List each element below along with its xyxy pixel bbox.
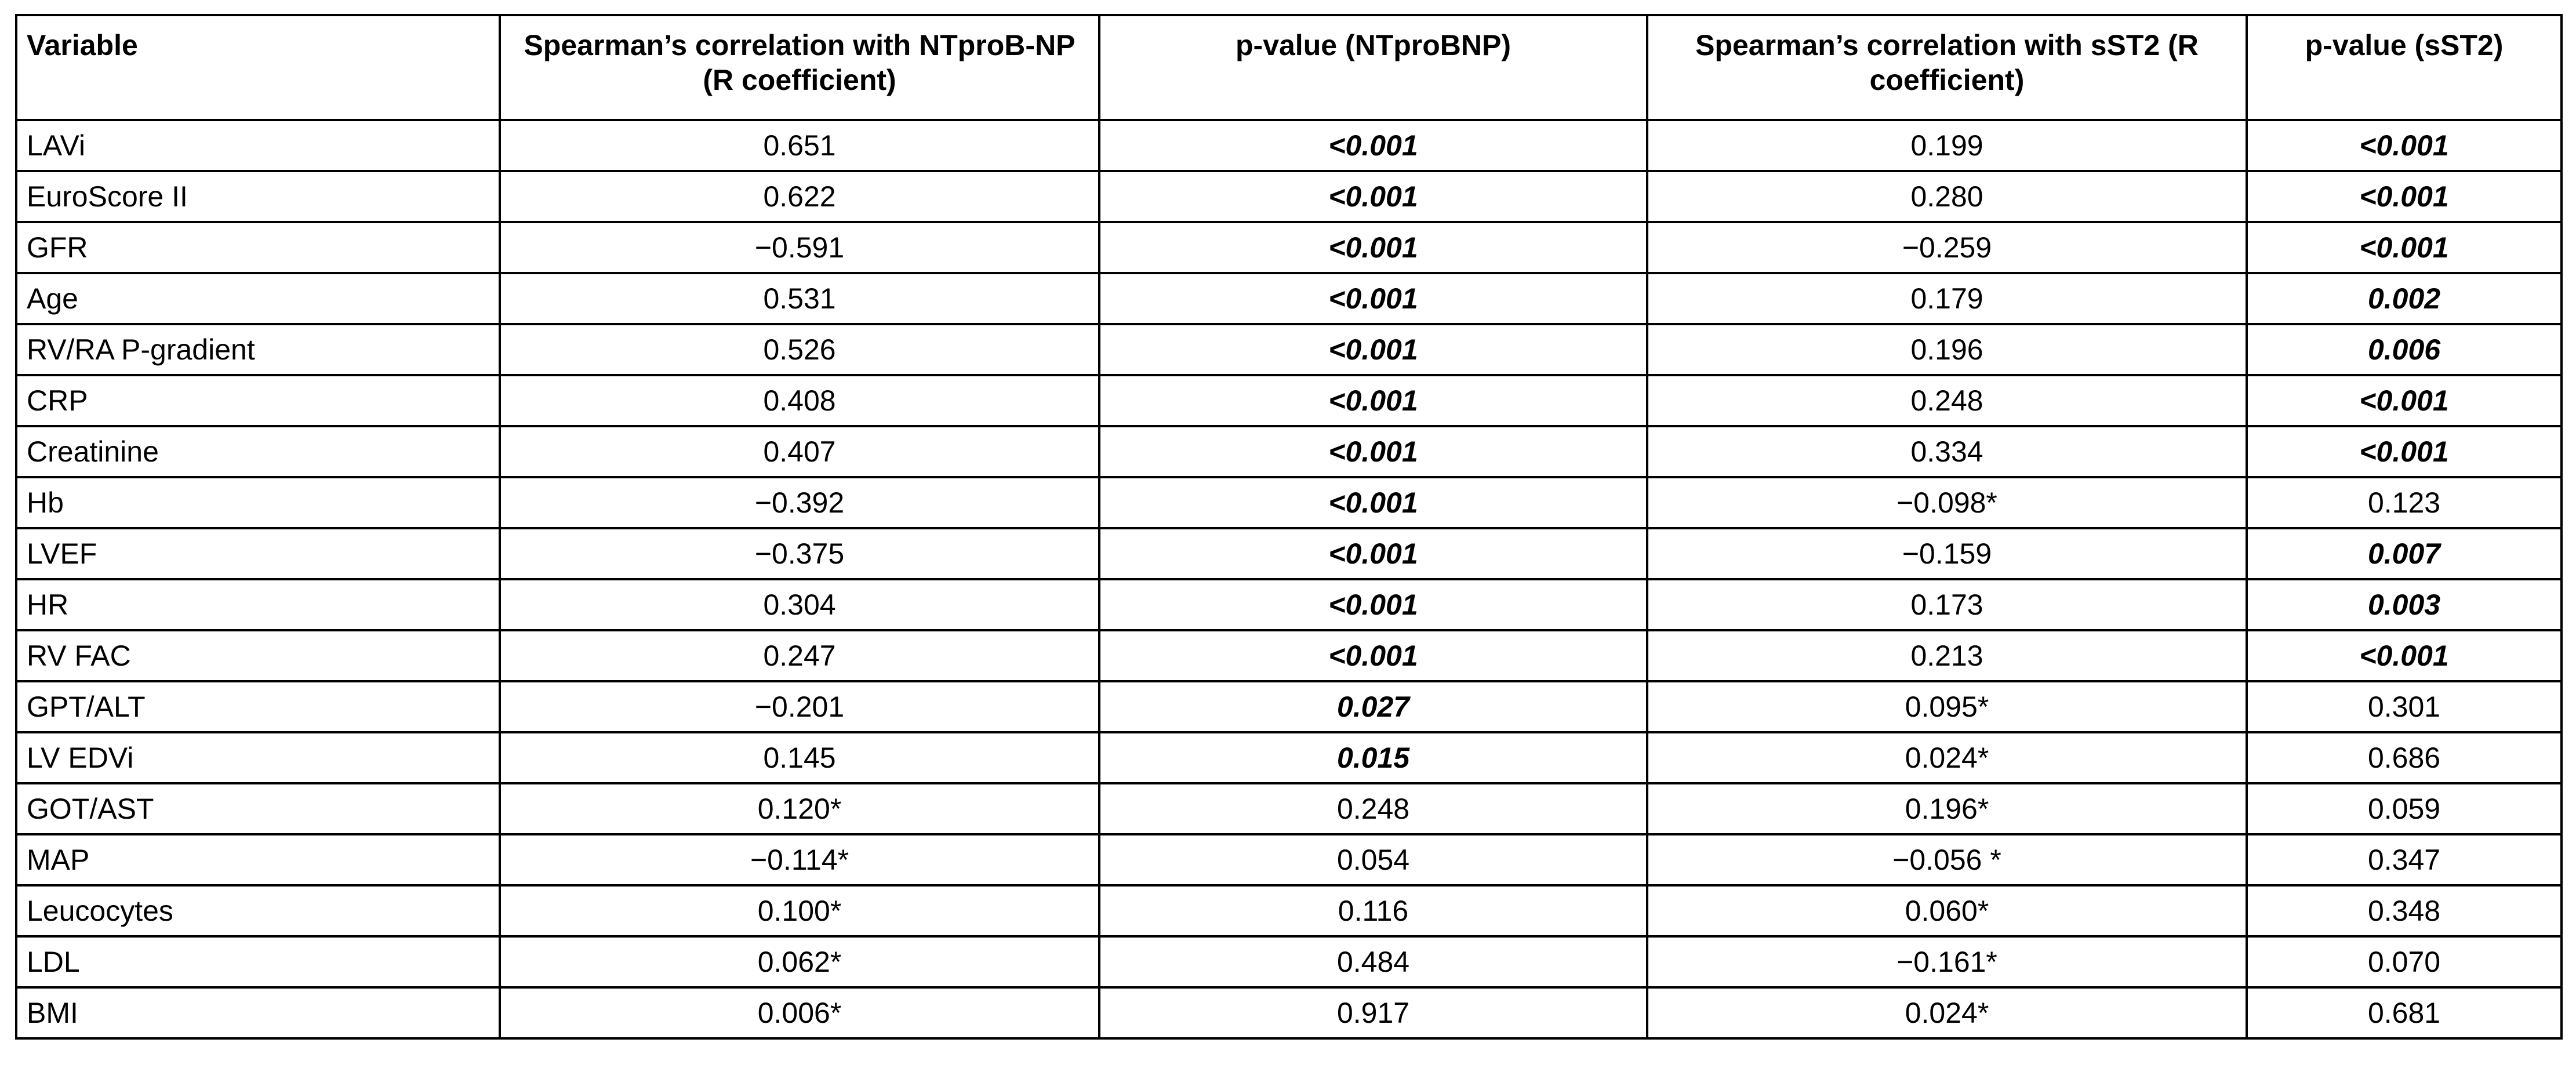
cell-p-sst2: 0.348 <box>2247 885 2562 936</box>
cell-p-sst2: <0.001 <box>2247 375 2562 426</box>
table-row <box>16 426 2562 477</box>
cell-p-ntprobnp: 0.054 <box>1099 834 1647 885</box>
cell-p-sst2: <0.001 <box>2247 426 2562 477</box>
cell-p-sst2: 0.123 <box>2247 477 2562 528</box>
cell-r-sst2: 0.196 <box>1647 324 2247 375</box>
cell-variable: MAP <box>16 834 500 885</box>
cell-p-sst2: <0.001 <box>2247 120 2562 171</box>
cell-r-sst2: −0.159 <box>1647 528 2247 579</box>
cell-variable: EuroScore II <box>16 171 500 222</box>
cell-r-ntprobnp: 0.408 <box>500 375 1099 426</box>
cell-r-ntprobnp: −0.114* <box>500 834 1099 885</box>
cell-variable: RV/RA P-gradient <box>16 324 500 375</box>
cell-p-ntprobnp: <0.001 <box>1099 171 1647 222</box>
header-p-sst2: p-value (sST2) <box>2247 15 2562 120</box>
cell-r-sst2: 0.213 <box>1647 630 2247 681</box>
cell-r-ntprobnp: 0.062* <box>500 936 1099 987</box>
cell-r-ntprobnp: 0.145 <box>500 732 1099 783</box>
cell-variable: RV FAC <box>16 630 500 681</box>
table-row <box>16 783 2562 834</box>
cell-r-ntprobnp: 0.526 <box>500 324 1099 375</box>
table-header <box>16 15 2562 120</box>
table-row <box>16 579 2562 630</box>
table-row <box>16 273 2562 324</box>
cell-r-sst2: −0.098* <box>1647 477 2247 528</box>
header-r-sst2: Spearman’s correlation with sST2 (R coefficient) <box>1647 15 2247 120</box>
cell-r-sst2: 0.024* <box>1647 987 2247 1038</box>
cell-p-sst2: 0.059 <box>2247 783 2562 834</box>
correlation-table <box>15 14 2563 1040</box>
cell-variable: HR <box>16 579 500 630</box>
cell-r-ntprobnp: 0.247 <box>500 630 1099 681</box>
header-p-ntprobnp: p-value (NTproBNP) <box>1099 15 1647 120</box>
table-row <box>16 477 2562 528</box>
cell-r-ntprobnp: −0.392 <box>500 477 1099 528</box>
cell-p-ntprobnp: <0.001 <box>1099 273 1647 324</box>
cell-variable: LAVi <box>16 120 500 171</box>
cell-variable: Leucocytes <box>16 885 500 936</box>
table-body <box>16 120 2562 1038</box>
cell-r-ntprobnp: −0.591 <box>500 222 1099 273</box>
cell-p-ntprobnp: 0.248 <box>1099 783 1647 834</box>
cell-r-ntprobnp: 0.006* <box>500 987 1099 1038</box>
cell-p-ntprobnp: <0.001 <box>1099 579 1647 630</box>
cell-p-ntprobnp: <0.001 <box>1099 477 1647 528</box>
table-row <box>16 885 2562 936</box>
cell-p-sst2: <0.001 <box>2247 222 2562 273</box>
cell-variable: GOT/AST <box>16 783 500 834</box>
cell-p-ntprobnp: <0.001 <box>1099 375 1647 426</box>
cell-variable: Hb <box>16 477 500 528</box>
table-row <box>16 324 2562 375</box>
cell-p-sst2: 0.686 <box>2247 732 2562 783</box>
table-row <box>16 987 2562 1038</box>
cell-p-ntprobnp: <0.001 <box>1099 528 1647 579</box>
cell-variable: LV EDVi <box>16 732 500 783</box>
cell-r-sst2: 0.199 <box>1647 120 2247 171</box>
cell-p-sst2: 0.347 <box>2247 834 2562 885</box>
table-row <box>16 834 2562 885</box>
cell-variable: GPT/ALT <box>16 681 500 732</box>
table-row <box>16 528 2562 579</box>
cell-r-sst2: −0.161* <box>1647 936 2247 987</box>
cell-variable: LVEF <box>16 528 500 579</box>
cell-r-ntprobnp: 0.531 <box>500 273 1099 324</box>
cell-p-ntprobnp: <0.001 <box>1099 120 1647 171</box>
header-r-ntprobnp: Spearman’s correlation with NTproB-NP (R coefficient) <box>500 15 1099 120</box>
cell-r-ntprobnp: 0.622 <box>500 171 1099 222</box>
table-row <box>16 222 2562 273</box>
cell-p-ntprobnp: <0.001 <box>1099 630 1647 681</box>
cell-r-ntprobnp: 0.120* <box>500 783 1099 834</box>
cell-p-ntprobnp: 0.027 <box>1099 681 1647 732</box>
cell-r-ntprobnp: −0.201 <box>500 681 1099 732</box>
cell-r-sst2: −0.259 <box>1647 222 2247 273</box>
cell-r-sst2: −0.056 * <box>1647 834 2247 885</box>
cell-p-sst2: 0.070 <box>2247 936 2562 987</box>
cell-p-sst2: 0.002 <box>2247 273 2562 324</box>
table-row <box>16 375 2562 426</box>
cell-r-sst2: 0.334 <box>1647 426 2247 477</box>
cell-p-ntprobnp: 0.484 <box>1099 936 1647 987</box>
cell-p-sst2: 0.006 <box>2247 324 2562 375</box>
cell-r-sst2: 0.024* <box>1647 732 2247 783</box>
cell-p-sst2: 0.301 <box>2247 681 2562 732</box>
table-row <box>16 120 2562 171</box>
cell-r-sst2: 0.280 <box>1647 171 2247 222</box>
cell-p-ntprobnp: 0.116 <box>1099 885 1647 936</box>
table-row <box>16 681 2562 732</box>
cell-r-ntprobnp: −0.375 <box>500 528 1099 579</box>
cell-p-ntprobnp: 0.917 <box>1099 987 1647 1038</box>
cell-r-ntprobnp: 0.100* <box>500 885 1099 936</box>
cell-r-sst2: 0.060* <box>1647 885 2247 936</box>
cell-p-sst2: <0.001 <box>2247 630 2562 681</box>
header-variable: Variable <box>16 15 500 120</box>
cell-r-sst2: 0.095* <box>1647 681 2247 732</box>
cell-p-sst2: 0.003 <box>2247 579 2562 630</box>
cell-r-ntprobnp: 0.407 <box>500 426 1099 477</box>
header-row <box>16 15 2562 120</box>
cell-r-sst2: 0.248 <box>1647 375 2247 426</box>
cell-p-sst2: <0.001 <box>2247 171 2562 222</box>
cell-variable: Age <box>16 273 500 324</box>
table-row <box>16 171 2562 222</box>
table-row <box>16 630 2562 681</box>
cell-p-ntprobnp: 0.015 <box>1099 732 1647 783</box>
cell-p-sst2: 0.681 <box>2247 987 2562 1038</box>
cell-r-sst2: 0.196* <box>1647 783 2247 834</box>
cell-variable: GFR <box>16 222 500 273</box>
cell-variable: BMI <box>16 987 500 1038</box>
cell-r-ntprobnp: 0.651 <box>500 120 1099 171</box>
cell-p-ntprobnp: <0.001 <box>1099 324 1647 375</box>
cell-p-ntprobnp: <0.001 <box>1099 426 1647 477</box>
table-row <box>16 732 2562 783</box>
cell-r-ntprobnp: 0.304 <box>500 579 1099 630</box>
cell-r-sst2: 0.173 <box>1647 579 2247 630</box>
table-row <box>16 936 2562 987</box>
cell-p-sst2: 0.007 <box>2247 528 2562 579</box>
cell-r-sst2: 0.179 <box>1647 273 2247 324</box>
cell-variable: LDL <box>16 936 500 987</box>
cell-p-ntprobnp: <0.001 <box>1099 222 1647 273</box>
cell-variable: CRP <box>16 375 500 426</box>
cell-variable: Creatinine <box>16 426 500 477</box>
